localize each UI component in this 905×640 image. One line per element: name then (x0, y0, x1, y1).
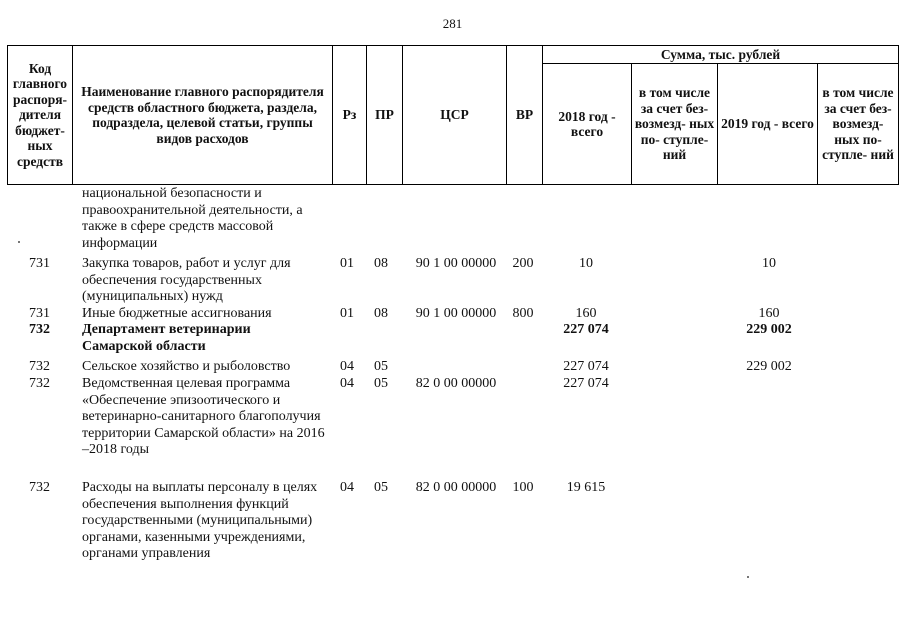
row-vr: 800 (512, 306, 534, 321)
row-code: 732 (29, 322, 50, 337)
row-pr: 05 (374, 376, 388, 391)
row-sum-2018: 227 074 (563, 376, 609, 391)
row-pr: 08 (374, 306, 388, 321)
row-code: 732 (29, 480, 50, 495)
row-name: национальной безопасности и правоохранительной деятельности, а также в сфере средств массовой информации (82, 186, 303, 251)
row-sum-2018: 10 (579, 256, 593, 271)
header-incl-2019: в том числе за счет без- возмезд- ных по- ступле- ний (818, 64, 899, 185)
row-pr: 08 (374, 256, 388, 271)
row-vr: 100 (512, 480, 534, 495)
table-header (7, 45, 899, 185)
page-number: 281 (442, 16, 463, 31)
row-sum-2019: 10 (762, 256, 776, 271)
row-pr: 05 (374, 359, 388, 374)
row-sum-2018: 227 074 (563, 322, 609, 337)
row-vr: 200 (512, 256, 534, 271)
row-name: Закупка товаров, работ и услуг для обеспечения государственных (муниципальных) нужд (82, 256, 291, 304)
row-sum-2018: 227 074 (563, 359, 609, 374)
row-code: 732 (29, 376, 50, 391)
row-csr: 82 0 00 00000 (415, 376, 497, 391)
header-name: Наименование главного распорядителя средств областного бюджета, раздела, подраздела, целевой статьи, группы видов расходов (73, 46, 333, 185)
row-rz: 04 (340, 480, 354, 495)
row-name: Расходы на выплаты персоналу в целях обеспечения выполнения функций государственными (муниципальными) органами, казенными учреждениями, органами управления (82, 480, 318, 561)
row-pr: 05 (374, 480, 388, 495)
row-sum-2019: 160 (758, 306, 780, 321)
header-total-2019: 2019 год - всего (718, 64, 818, 185)
row-sum-2019: 229 002 (746, 359, 792, 374)
row-rz: 01 (340, 256, 354, 271)
row-name: Сельское хозяйство и рыболовство (82, 359, 291, 374)
header-total-2018: 2018 год - всего (543, 64, 632, 185)
header-pr: ПР (367, 46, 403, 185)
row-code: 731 (29, 256, 50, 271)
row-name: Департамент ветеринарии Самарской области (82, 322, 251, 354)
row-sum-2018: 19 615 (566, 480, 606, 495)
row-name: Ведомственная целевая программа «Обеспечение эпизоотического и ветеринарно-санитарного благополучия территории Самарской области» на 2016 –2018 годы (82, 376, 325, 457)
scan-speck (747, 576, 749, 578)
row-csr: 82 0 00 00000 (415, 480, 497, 495)
row-code: 731 (29, 306, 50, 321)
header-incl-2018: в том числе за счет без- возмезд- ных по- ступле- ний (632, 64, 718, 185)
row-sum-2018: 160 (575, 306, 597, 321)
row-sum-2019: 229 002 (746, 322, 792, 337)
row-rz: 01 (340, 306, 354, 321)
header-sum: Сумма, тыс. рублей (543, 46, 899, 64)
row-code: 732 (29, 359, 50, 374)
row-rz: 04 (340, 376, 354, 391)
row-name: Иные бюджетные ассигнования (82, 306, 272, 321)
row-rz: 04 (340, 359, 354, 374)
row-csr: 90 1 00 00000 (415, 306, 497, 321)
row-csr: 90 1 00 00000 (415, 256, 497, 271)
header-rz: Рз (333, 46, 367, 185)
header-csr: ЦСР (403, 46, 507, 185)
header-vr: ВР (507, 46, 543, 185)
scan-speck (18, 241, 20, 243)
header-code: Код главного распоря- дителя бюджет- ных средств (8, 46, 73, 185)
